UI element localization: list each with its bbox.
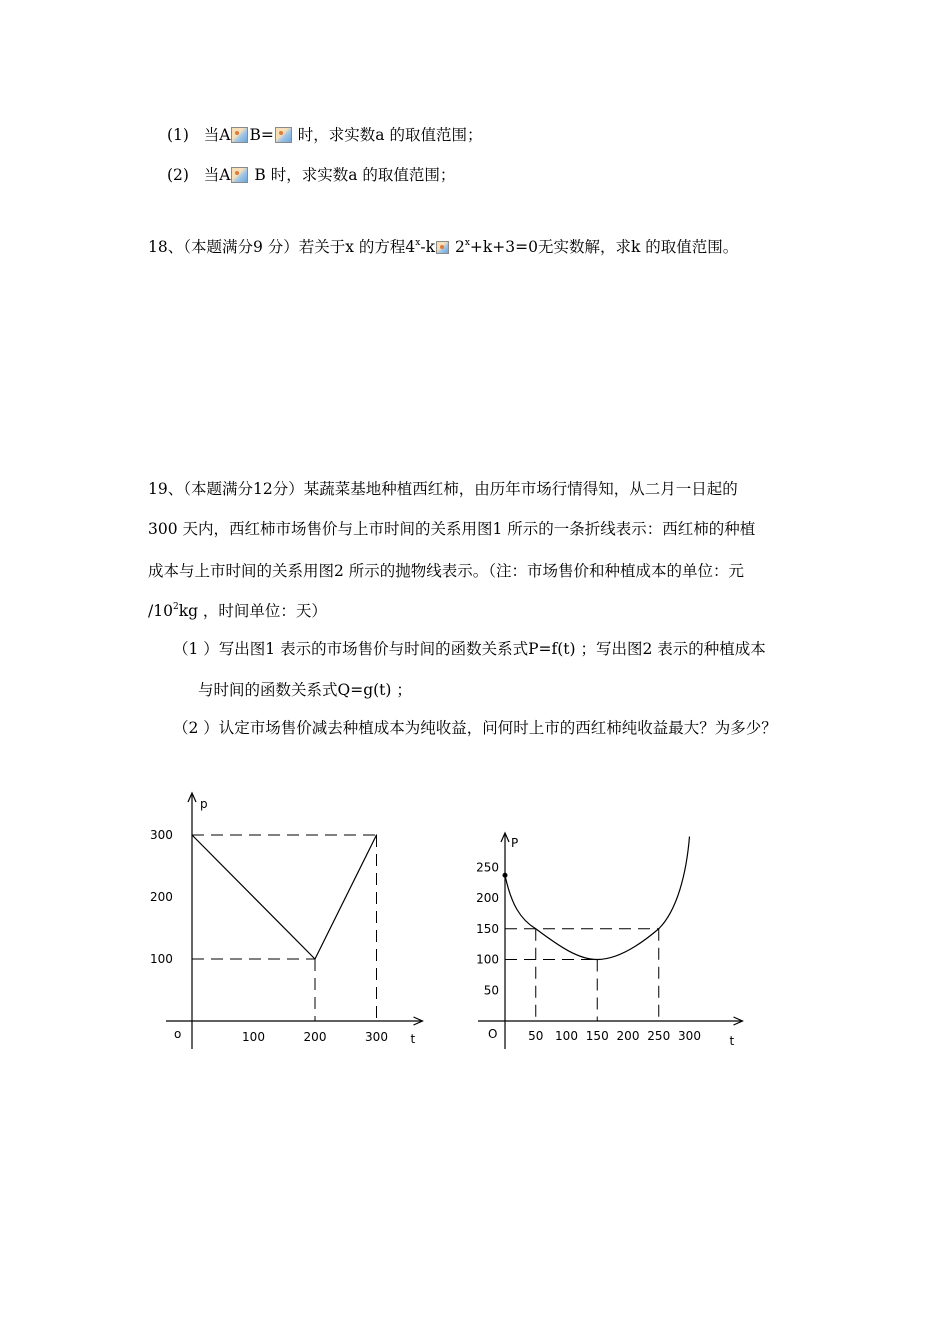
x-axis-label: t — [729, 1034, 735, 1048]
q19-line-3: 成本与上市时间的关系用图2 所示的抛物线表示。（注：市场售价和种植成本的单位：元 — [148, 562, 745, 580]
q18-text-mid1: -k — [420, 238, 436, 256]
q19-sub2: （2 ）认定市场售价减去种植成本为纯收益，问何时上市的西红柿纯收益最大？为多少？ — [173, 719, 777, 737]
q17-item-1-post: 时，求实数a 的取值范围； — [292, 126, 483, 144]
cost-parabola — [505, 837, 690, 960]
y-tick-label: 100 — [150, 952, 173, 966]
q18-text-pre: 18、（本题满分9 分）若关于x 的方程4 — [148, 238, 416, 256]
y-tick-label: 200 — [150, 890, 173, 904]
x-tick-label: 300 — [678, 1029, 701, 1043]
figure-1-chart — [140, 780, 440, 1070]
origin-label: O — [488, 1027, 498, 1041]
x-tick-label: 200 — [616, 1029, 640, 1043]
y-tick-label: 100 — [476, 952, 499, 967]
x-tick-label: 50 — [528, 1029, 544, 1043]
origin-label: o — [174, 1027, 182, 1041]
q19-line-1: 19、（本题满分12分）某蔬菜基地种植西红柿，由历年市场行情得知，从二月一日起的 — [148, 480, 738, 498]
q17-item-1-pre: 当A — [203, 126, 231, 144]
price-vertex — [191, 834, 192, 835]
q17-item-1 — [167, 125, 482, 145]
q17-item-1-mid: B= — [249, 126, 274, 144]
x-tick-label: 100 — [555, 1029, 578, 1043]
formula-image-icon — [436, 241, 449, 254]
q19-line-2: 300 天内，西红柿市场售价与上市时间的关系用图1 所示的一条折线表示：西红柿的种植 — [148, 520, 756, 538]
x-tick-label: 150 — [585, 1029, 609, 1043]
y-tick-label: 250 — [476, 860, 499, 875]
q17-item-1-num: (1) — [167, 126, 189, 144]
q19-line-4-exponent: 2 — [172, 602, 179, 612]
q18-text-post: +k+3=0无实数解，求k 的取值范围。 — [469, 238, 739, 256]
q18-exponent-1: x — [415, 238, 421, 248]
y-tick-label: 50 — [483, 983, 499, 998]
formula-image-icon — [275, 127, 292, 143]
x-tick-label: 250 — [647, 1029, 671, 1043]
q19-sub1-line-1: （1 ）写出图1 表示的市场售价与时间的函数关系式P=f(t) ；写出图2 表示的种植成本 — [173, 640, 766, 658]
y-tick-label: 200 — [476, 891, 499, 905]
price-vertex — [314, 958, 315, 959]
y-axis-label: P — [511, 836, 519, 850]
q18-text-mid2: 2 — [450, 238, 465, 256]
price-vertex — [376, 834, 377, 835]
q19-line-4-post: kg ，时间单位：天） — [178, 602, 327, 620]
formula-image-icon — [231, 167, 248, 183]
q17-item-2-pre: 当A — [203, 166, 231, 184]
x-axis-label: t — [410, 1032, 416, 1046]
q18-exponent-2: x — [464, 238, 470, 248]
price-polyline — [192, 835, 377, 959]
y-tick-label: 150 — [476, 921, 499, 936]
q19-line-4-pre: /10 — [148, 602, 173, 620]
x-tick-label: 200 — [303, 1030, 327, 1044]
x-tick-label: 300 — [365, 1030, 388, 1044]
q19-line-4 — [148, 601, 327, 621]
q17-item-2 — [167, 165, 455, 185]
q17-item-2-post: B 时，求实数a 的取值范围； — [249, 166, 456, 184]
curve-start-point — [503, 873, 508, 878]
q17-item-2-num: (2) — [167, 166, 189, 184]
y-axis-label: p — [200, 797, 208, 811]
formula-image-icon — [231, 127, 248, 143]
y-tick-label: 300 — [150, 828, 173, 842]
figure-2-chart — [460, 820, 760, 1070]
q19-sub1-line-2: 与时间的函数关系式Q=g(t) ； — [198, 681, 412, 699]
q18-text — [148, 237, 738, 257]
x-tick-label: 100 — [242, 1030, 265, 1044]
